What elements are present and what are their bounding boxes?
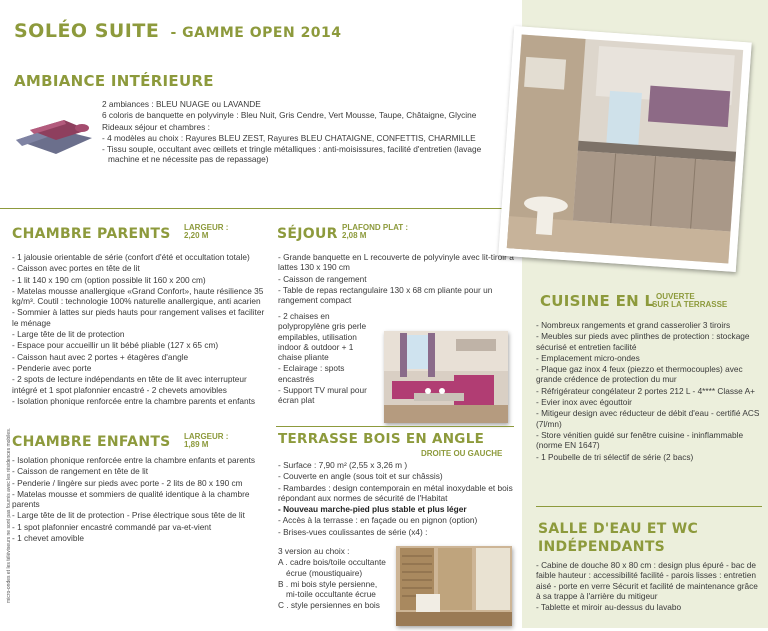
list-item-highlight: - Nouveau marche-pied plus stable et plus léger	[278, 504, 467, 515]
list-item: - Penderie / lingère sur pieds avec porte - 2 lits de 80 x 190 cm	[12, 477, 243, 488]
list-item: - 1 lit 140 x 190 cm (option possible lit 160 x 200 cm)	[12, 274, 206, 285]
chambre-parents-dimension	[184, 224, 228, 240]
list-item: - Couverte en angle (sous toit et sur châssis)	[278, 471, 443, 482]
dim-value: 2,08 M	[342, 231, 367, 240]
sejour-list	[278, 252, 514, 306]
ambiance-line: 6 coloris de banquette en polyvinyle : Bleu Nuit, Gris Cendre, Vert Mousse, Taupe, Châtaigne, Glycine	[102, 110, 477, 121]
divider	[536, 506, 762, 507]
sejour-title: SÉJOUR	[277, 226, 338, 242]
title-main: SOLÉO SUITE	[14, 20, 160, 42]
sejour-dimension	[342, 224, 408, 240]
list-item: - Isolation phonique renforcée entre la chambre enfants et parents	[12, 455, 256, 465]
list-item: - Caisson haut avec 2 portes + étagères d'angle	[12, 351, 189, 362]
ambiance-line: - 4 modèles au choix : Rayures BLEU ZEST, Rayures BLEU CHATAIGNE, CONFETTIS, CHARMILLE	[102, 132, 476, 143]
ambiance-title: AMBIANCE INTÉRIEURE	[14, 72, 214, 90]
list-item: - Tablette et miroir au-dessus du lavabo	[536, 602, 682, 613]
terrasse-versions	[278, 546, 390, 612]
list-item: - Large tête de lit de protection	[12, 329, 125, 340]
list-item: - Brises-vues coulissantes de série (x4) :	[278, 526, 428, 537]
dim-value: 2,20 M	[184, 231, 209, 240]
list-item: - Cabine de douche 80 x 80 cm : design plus épuré - bac de faible hauteur : accessibilité facilité - parois lisses : entretien aisé - porte en verre Sécurit et facilité de maintenance grâce à sa trappe à l'arrière du mitigeur	[536, 560, 758, 601]
chambre-parents-title: CHAMBRE PARENTS	[12, 226, 171, 242]
chambre-enfants-list	[12, 455, 268, 544]
divider	[276, 426, 514, 427]
title-subtitle: - GAMME OPEN 2014	[170, 25, 342, 41]
list-item: - Caisson avec portes en tête de lit	[12, 263, 140, 274]
terrace-photo	[396, 546, 512, 626]
side-note: micro-ondes et les téléviseurs ne sont pas fournis avec les résidences mobiles.	[6, 427, 12, 603]
chambre-parents-list	[12, 252, 268, 407]
list-item: - 1 Poubelle de tri sélectif de série (2 bacs)	[536, 451, 694, 462]
list-item: - Penderie avec porte	[12, 362, 92, 373]
list-item: - 2 spots de lecture indépendants en tête de lit avec interrupteur intégré et 1 spot plafonnier encastré - 2 chevets amovibles	[12, 374, 247, 395]
list-item: - Matelas mousse et sommiers de qualité identique à la chambre parents	[12, 488, 250, 510]
version-item: C . style persiennes en bois	[278, 600, 380, 611]
terrasse-title: TERRASSE BOIS EN ANGLE	[278, 431, 485, 447]
list-item: - Large tête de lit de protection - Prise électrique sous tête de lit	[12, 510, 245, 521]
salle-list	[536, 560, 762, 613]
cuisine-title: CUISINE EN L	[540, 292, 655, 310]
list-item: - Table de repas rectangulaire 130 x 68 cm pliante pour un rangement compact	[278, 284, 493, 306]
dim-label: LARGEUR :	[184, 223, 229, 232]
chambre-enfants-title: CHAMBRE ENFANTS	[12, 434, 171, 450]
list-item: - Accès à la terrasse : en façade ou en pignon (option)	[278, 515, 478, 526]
fabric-swatch-image	[12, 110, 96, 158]
list-item: - 1 spot plafonnier encastré commandé par va-et-vient	[12, 521, 212, 532]
list-item: - Rambardes : design contemporain en métal inoxydable et bois répondant aux normes de sécurité de l'Habitat	[278, 482, 513, 503]
list-item: - Surface : 7,90 m² (2,55 x 3,26 m )	[278, 460, 408, 470]
list-item: - Matelas mousse anallergique «Grand Confort», haute résilience 35 kg/m³. Coutil : technologie 100% naturelle anallergique, anti acarien	[12, 285, 264, 307]
list-item: - Support TV mural pour écran plat	[278, 385, 367, 406]
ambiance-line: - Tissu souple, occultant avec œillets et tringle métalliques : anti-moisissures, facilité d'entretien (lavage machine et ne nécessite pas de repassage)	[102, 144, 482, 165]
cuisine-list	[536, 320, 762, 463]
list-item: - Isolation phonique renforcée entre la chambre parents et enfants	[12, 395, 256, 406]
salle-title-line: SALLE D'EAU ET WC	[538, 521, 699, 537]
list-item: - Espace pour accueillir un lit bébé pliable (127 x 65 cm)	[12, 340, 219, 351]
chambre-enfants-dimension	[184, 433, 228, 449]
list-item: - 1 jalousie orientable de série (confort d'été et occultation totale)	[12, 252, 250, 262]
list-item: - Evier inox avec égouttoir	[536, 397, 632, 408]
version-item: B . mi bois style persienne, mi-toile occultante écrue	[278, 578, 378, 600]
dim-value: 1,89 M	[184, 440, 209, 449]
list-item: - 2 chaises en polypropylène gris perle empilables, utilisation indoor & outdoor + 1 chaise pliante	[278, 311, 367, 363]
list-item: - Emplacement micro-ondes	[536, 352, 640, 363]
list-item: - Nombreux rangements et grand casserolier 3 tiroirs	[536, 320, 731, 330]
list-item: - Caisson de rangement	[278, 273, 367, 284]
sejour-list-narrow	[278, 311, 378, 407]
ambiance-line: 2 ambiances : BLEU NUAGE ou LAVANDE	[102, 99, 261, 109]
living-room-photo	[384, 331, 508, 423]
list-item: - Mitigeur design avec réducteur de débit d'eau - certifié ACS (7l/mn)	[536, 408, 760, 429]
dim-label: LARGEUR :	[184, 432, 229, 441]
terrasse-list	[278, 460, 518, 538]
ambiance-line: Rideaux séjour et chambres :	[102, 121, 210, 132]
list-item: - Caisson de rangement en tête de lit	[12, 466, 149, 477]
version-item: A . cadre bois/toile occultante écrue (moustiquaire)	[278, 557, 386, 578]
list-item: - Meubles sur pieds avec plinthes de protection : stockage sécurisé et entretien facilité	[536, 331, 750, 352]
salle-title	[538, 520, 698, 556]
divider	[0, 208, 512, 209]
page-title	[14, 20, 342, 42]
list-item: - Sommier à lattes sur pieds hauts pour rangement valises et faciliter le ménage	[12, 307, 265, 328]
list-item: - Eclairage : spots encastrés	[278, 363, 345, 384]
cuisine-sub1: OUVERTE	[656, 292, 695, 301]
list-item: - Grande banquette en L recouverte de polyvinyle avec lit-tiroir à lattes 130 x 190 cm	[278, 252, 514, 273]
version-label: 3 version au choix :	[278, 546, 350, 556]
list-item: - Plaque gaz inox 4 feux (piezzo et thermocouples) avec grande crédence de protection du mur	[536, 364, 743, 385]
cuisine-sub2: SUR LA TERRASSE	[652, 300, 728, 309]
cuisine-sub	[652, 293, 727, 309]
kitchen-photo	[498, 26, 751, 272]
ambiance-text	[102, 99, 507, 166]
salle-title-line: INDÉPENDANTS	[538, 539, 666, 555]
list-item: - Réfrigérateur congélateur 2 portes 212 L - 4**** Classe A+	[536, 385, 755, 396]
list-item: - Store vénitien guidé sur fenêtre cuisine - ininflammable (norme EN 1647)	[536, 429, 744, 451]
list-item: - 1 chevet amovible	[12, 533, 84, 544]
dim-label: PLAFOND PLAT :	[342, 223, 409, 232]
terrasse-sub: DROITE OU GAUCHE	[421, 449, 503, 458]
